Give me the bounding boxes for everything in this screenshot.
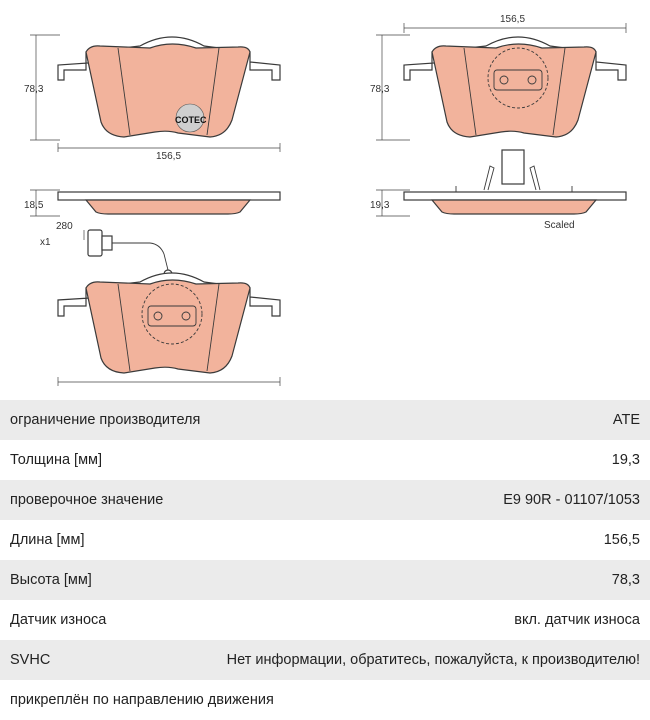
specs-table <box>0 400 650 720</box>
height-dimension-right: 78,3 <box>370 84 390 95</box>
spec-row-test-value <box>0 480 650 520</box>
sensor-quantity: x1 <box>40 237 51 248</box>
spec-value: 156,5 <box>603 532 640 548</box>
width-dimension-right: 156,5 <box>500 14 526 25</box>
spec-row-manufacturer-restriction <box>0 400 650 440</box>
spec-label: SVHC <box>10 652 51 668</box>
scaled-label: Scaled <box>544 220 575 231</box>
cotec-logo-text: COTEC <box>175 115 207 125</box>
pad-side-view-left <box>24 190 280 216</box>
spec-value: Нет информации, обратитесь, пожалуйста, к производителю! <box>226 652 640 668</box>
spec-row-svhc <box>0 640 650 680</box>
spec-value: вкл. датчик износа <box>514 612 640 628</box>
spec-row-thickness <box>0 440 650 480</box>
pad-side-view-right <box>370 150 626 231</box>
spec-row-height <box>0 560 650 600</box>
spec-value: ATE <box>612 412 640 428</box>
thickness-dimension-left: 18,5 <box>24 200 44 211</box>
sensor-length-dimension: 280 <box>56 221 73 232</box>
wear-sensor-drawing <box>40 221 172 278</box>
spec-label: Толщина [мм] <box>10 452 103 468</box>
spec-value: 78,3 <box>611 572 640 588</box>
spec-value: E9 90R - 01107/1053 <box>503 492 640 508</box>
height-dimension-left: 78,3 <box>24 84 44 95</box>
spec-row-wear-sensor <box>0 600 650 640</box>
pad-front-view-right <box>370 14 626 140</box>
spec-label: Длина [мм] <box>10 532 85 548</box>
spec-label: ограничение производителя <box>10 412 201 428</box>
spec-label: Датчик износа <box>10 612 107 628</box>
spec-label: проверочное значение <box>10 492 164 508</box>
spec-row-length <box>0 520 650 560</box>
width-dimension-left: 156,5 <box>156 151 182 162</box>
spec-label: Высота [мм] <box>10 572 92 588</box>
spec-value: 19,3 <box>611 452 640 468</box>
spec-label: прикреплён по направлению движения <box>10 692 274 708</box>
thickness-dimension-right: 19,3 <box>370 200 390 211</box>
pad-front-view-left <box>24 35 280 162</box>
pad-front-view-sensor <box>58 273 280 386</box>
spec-row-attached-direction <box>0 680 650 720</box>
